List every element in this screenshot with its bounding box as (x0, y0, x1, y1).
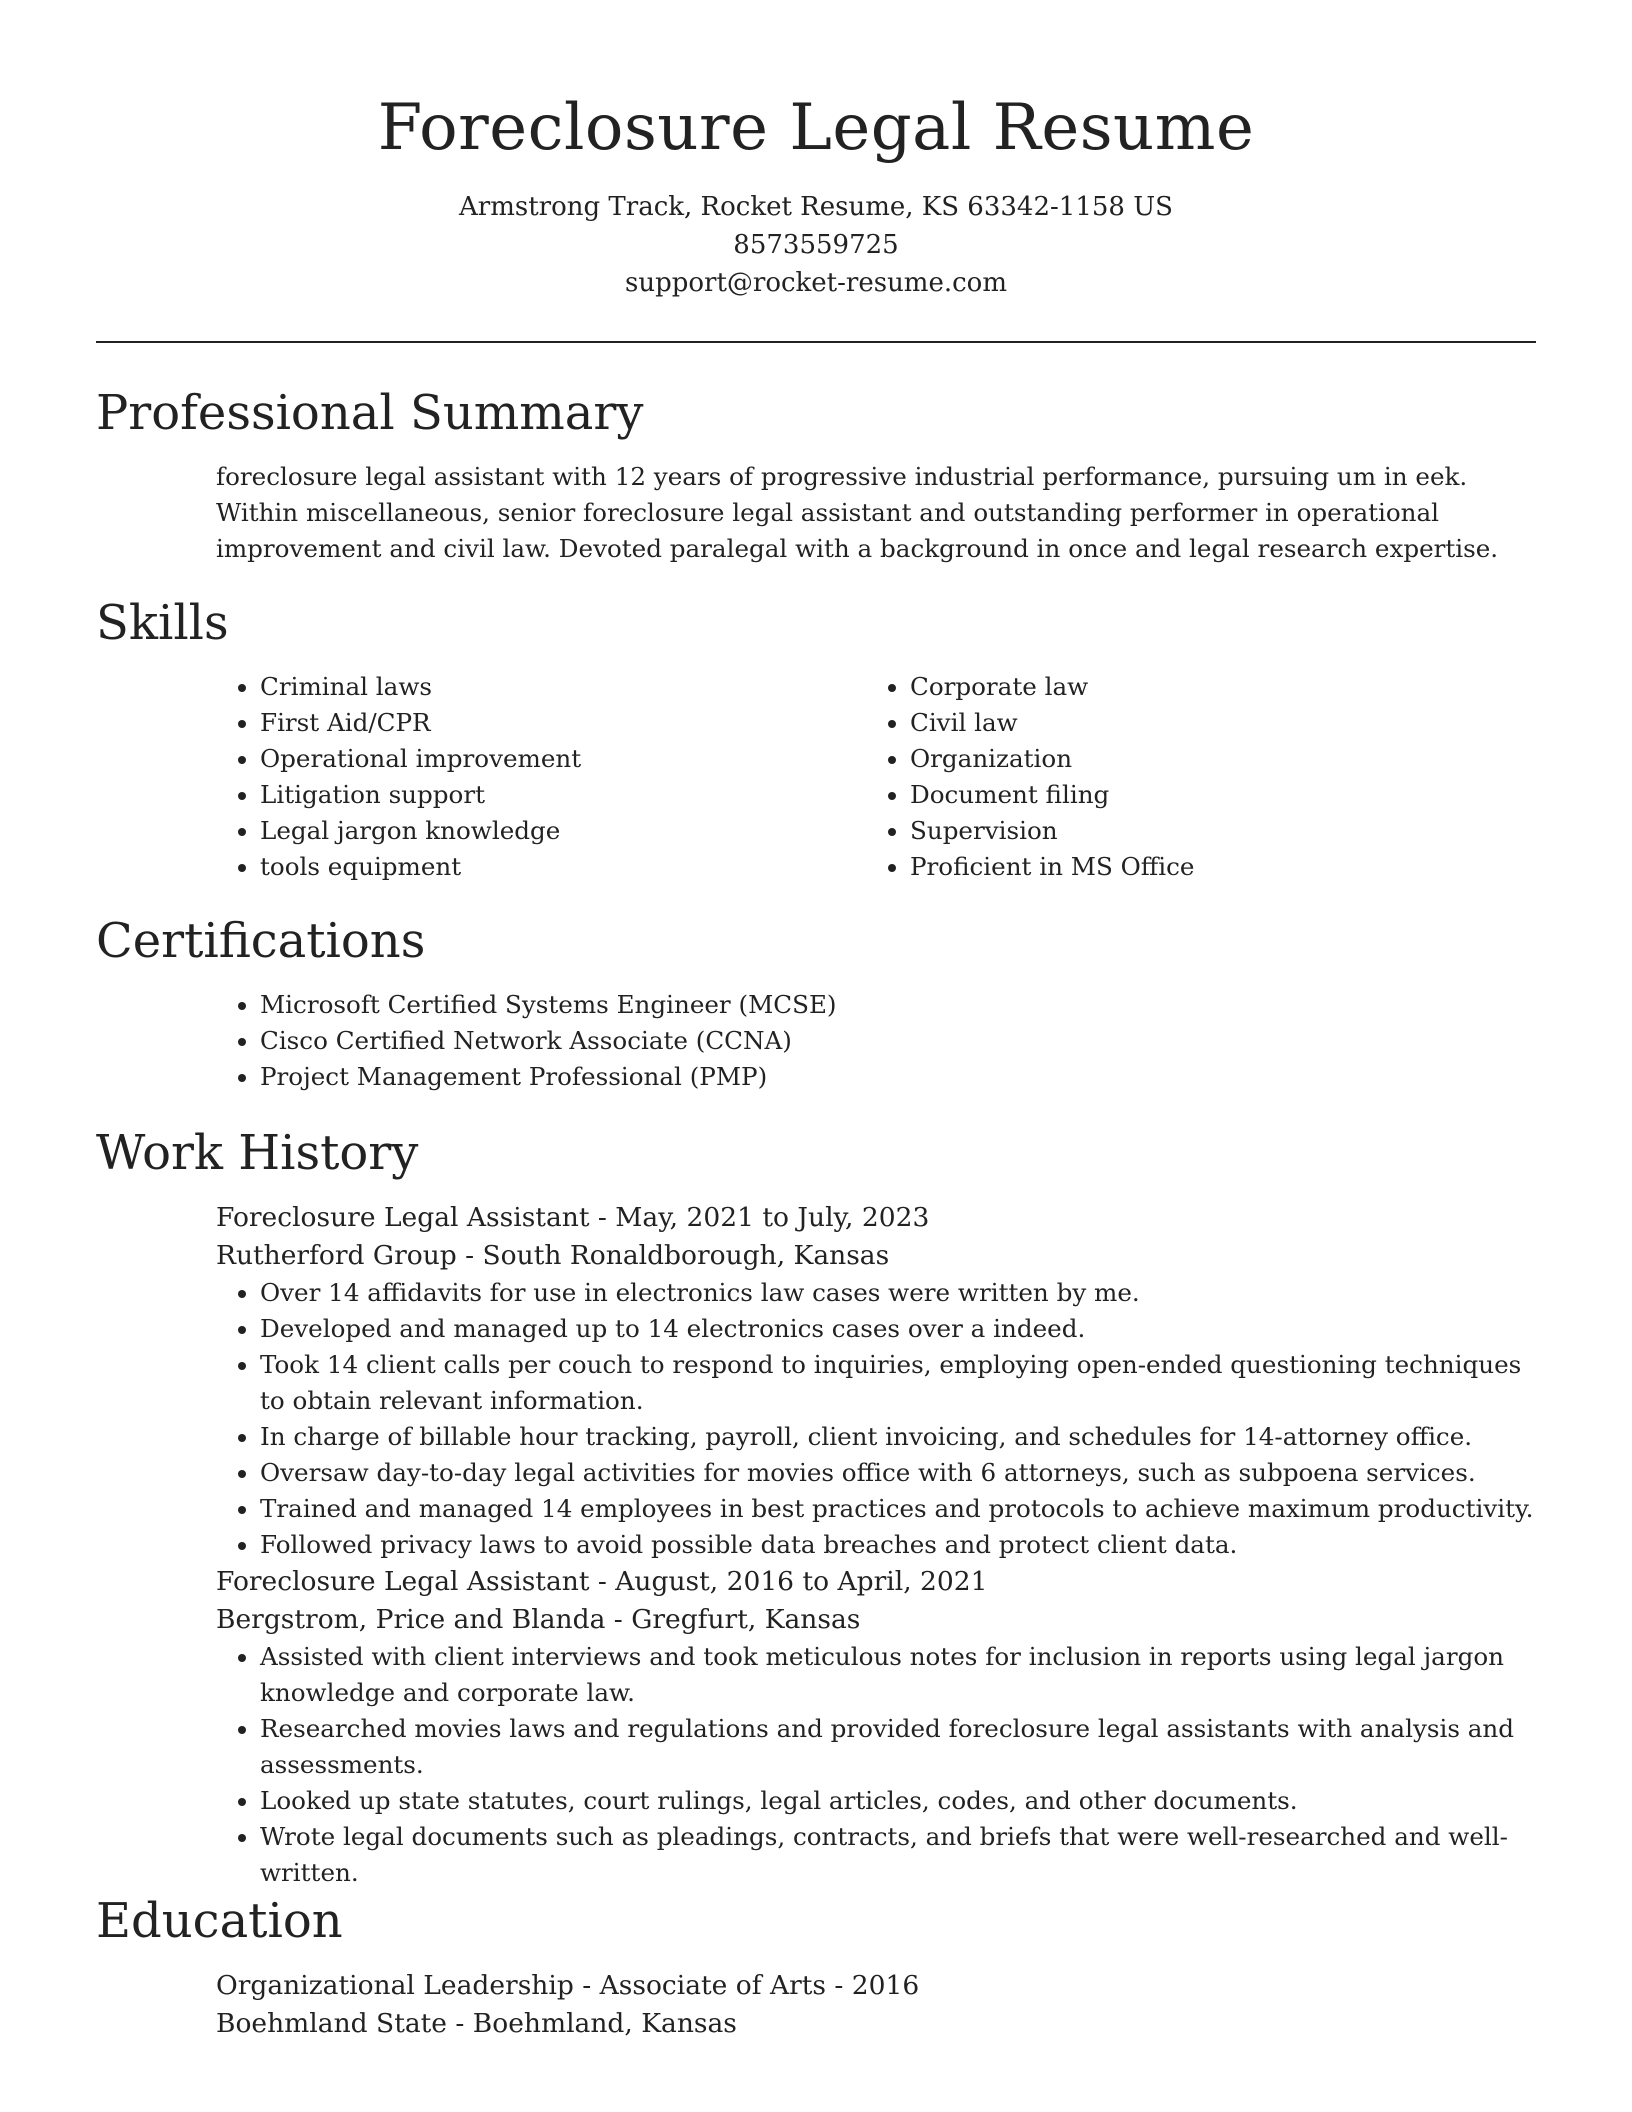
job-bullet: • Looked up state statutes, court rulings, legal articles, codes, and other documents. (260, 1783, 1536, 1819)
job-bullets (216, 1639, 1536, 1891)
education-heading: Education (96, 1893, 343, 1949)
skill-item: • tools equipment (260, 849, 866, 885)
skills-list-left (216, 669, 866, 885)
education-entry (216, 1967, 1536, 2043)
address: Armstrong Track, Rocket Resume, KS 63342-1158 US (459, 192, 1173, 222)
skill-item: • Criminal laws (260, 669, 866, 705)
skill-item: • Proficient in MS Office (910, 849, 1516, 885)
skills-grid (216, 669, 1536, 885)
skill-item: • Organization (910, 741, 1516, 777)
skills-heading: Skills (96, 595, 229, 651)
job-bullet: • Trained and managed 14 employees in best practices and protocols to achieve maximum productivity. (260, 1491, 1536, 1527)
summary-heading: Professional Summary (96, 385, 644, 441)
resume-title: Foreclosure Legal Resume (377, 91, 1255, 165)
certification-item: • Cisco Certified Network Associate (CCNA) (260, 1023, 1536, 1059)
skill-item: • Supervision (910, 813, 1516, 849)
header-divider (96, 341, 1536, 343)
work-history-heading: Work History (96, 1125, 419, 1181)
education-section (96, 1891, 1536, 2043)
skill-item: • Operational improvement (260, 741, 866, 777)
skill-item: • Civil law (910, 705, 1516, 741)
degree-line: Organizational Leadership - Associate of Arts - 2016 (216, 1970, 920, 2001)
phone-number: 8573559725 (733, 230, 899, 260)
job-bullet: • Wrote legal documents such as pleadings, contracts, and briefs that were well-researched and well-written. (260, 1819, 1536, 1891)
summary-text: foreclosure legal assistant with 12 years of progressive industrial performance, pursuing um in eek. Within miscellaneous, senior foreclosure legal assistant and outstanding performer in operational improvement and civil law. Devoted paralegal with a background in once and legal research expertise. (216, 462, 1499, 563)
job-bullet: • Researched movies laws and regulations and provided foreclosure legal assistants with analysis and assessments. (260, 1711, 1536, 1783)
job-bullet: • Followed privacy laws to avoid possible data breaches and protect client data. (260, 1527, 1536, 1563)
certifications-list (216, 987, 1536, 1095)
skill-item: • Legal jargon knowledge (260, 813, 866, 849)
resume-header (96, 0, 1536, 302)
certification-item: • Microsoft Certified Systems Engineer (MCSE) (260, 987, 1536, 1023)
summary-section (96, 383, 1536, 567)
school-line: Boehmland State - Boehmland, Kansas (216, 2008, 737, 2039)
job-bullets (216, 1275, 1536, 1563)
job-bullet: • Oversaw day-to-day legal activities for movies office with 6 attorneys, such as subpoena services. (260, 1455, 1536, 1491)
job-bullet: • Took 14 client calls per couch to respond to inquiries, employing open-ended questioning techniques to obtain relevant information. (260, 1347, 1536, 1419)
skill-item: • First Aid/CPR (260, 705, 866, 741)
job-bullet: • Over 14 affidavits for use in electronics law cases were written by me. (260, 1275, 1536, 1311)
work-history-section (96, 1123, 1536, 1891)
job-role-line: Foreclosure Legal Assistant - August, 2016 to April, 2021 (216, 1566, 988, 1597)
skills-section (96, 593, 1536, 885)
email-address: support@rocket-resume.com (624, 268, 1007, 298)
job-bullet: • Assisted with client interviews and took meticulous notes for inclusion in reports using legal jargon knowledge and corporate law. (260, 1639, 1536, 1711)
job-company-line: Rutherford Group - South Ronaldborough, Kansas (216, 1240, 890, 1271)
job-entry (216, 1563, 1536, 1891)
skill-item: • Document filing (910, 777, 1516, 813)
certifications-section (96, 911, 1536, 1095)
skill-item: • Corporate law (910, 669, 1516, 705)
skills-list-right (866, 669, 1516, 885)
job-bullet: • Developed and managed up to 14 electronics cases over a indeed. (260, 1311, 1536, 1347)
summary-body (216, 459, 1536, 567)
certifications-body (216, 987, 1536, 1095)
job-entry (216, 1199, 1536, 1563)
job-bullet: • In charge of billable hour tracking, payroll, client invoicing, and schedules for 14-attorney office. (260, 1419, 1536, 1455)
skill-item: • Litigation support (260, 777, 866, 813)
certification-item: • Project Management Professional (PMP) (260, 1059, 1536, 1095)
resume-page (96, 0, 1536, 2043)
job-role-line: Foreclosure Legal Assistant - May, 2021 to July, 2023 (216, 1202, 930, 1233)
job-company-line: Bergstrom, Price and Blanda - Gregfurt, Kansas (216, 1604, 861, 1635)
certifications-heading: Certifications (96, 913, 426, 969)
